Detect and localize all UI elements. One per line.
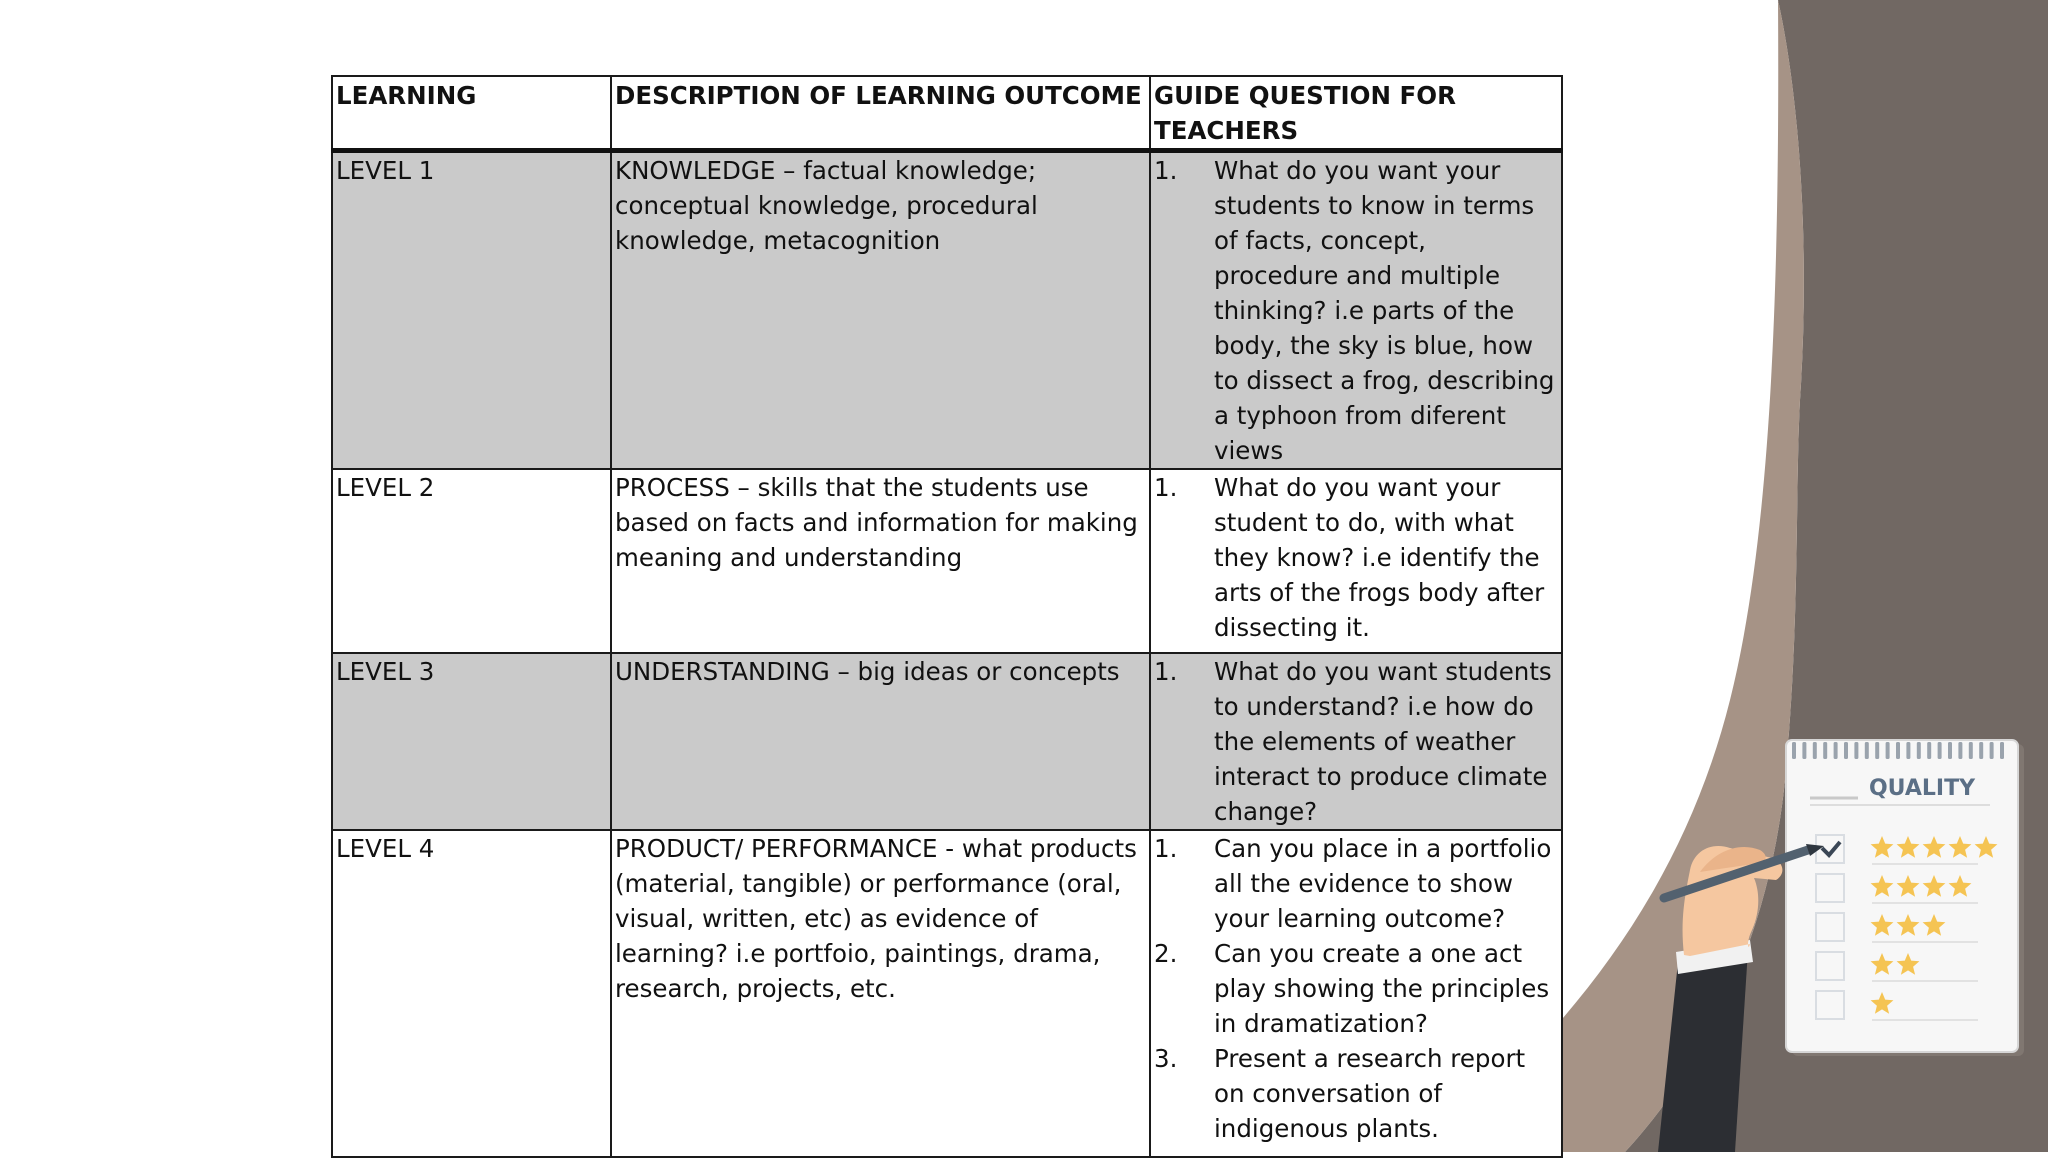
question-number: 3. (1154, 1044, 1178, 1073)
question-text: What do you want your students to know in terms of facts, concept, procedure and multiple thinking? i.e parts of the body, the sky is blue, how to dissect a frog, describing a typhoon from diferent views (1214, 156, 1555, 465)
notepad-title: QUALITY (1868, 776, 1976, 801)
description-cell: PROCESS – skills that the students use based on facts and information for making meaning and understanding (611, 469, 1150, 653)
spiral-ring (1792, 742, 1796, 759)
question-text: Can you place in a portfolio all the evidence to show your learning outcome? (1214, 834, 1552, 933)
level-cell: LEVEL 2 (332, 469, 611, 653)
spiral-ring (1927, 742, 1931, 759)
question-number: 1. (1154, 473, 1178, 502)
spiral-ring (1969, 742, 1973, 759)
question-number: 1. (1154, 657, 1178, 686)
description-cell: UNDERSTANDING – big ideas or concepts (611, 653, 1150, 830)
spiral-ring (1938, 742, 1942, 759)
description-cell: PRODUCT/ PERFORMANCE - what products (material, tangible) or performance (oral, visual, written, etc) as evidence of learning? i.e portfoio, paintings, drama, research, projects, etc. (611, 830, 1150, 1157)
spiral-ring (1823, 742, 1827, 759)
suit-sleeve (1658, 950, 1748, 1152)
spiral-ring (1948, 742, 1952, 759)
level-cell: LEVEL 3 (332, 653, 611, 830)
level-cell: LEVEL 1 (332, 151, 611, 470)
level-cell: LEVEL 4 (332, 830, 611, 1157)
spiral-ring (1875, 742, 1879, 759)
description-cell: KNOWLEDGE – factual knowledge; conceptual knowledge, procedural knowledge, metacognition (611, 151, 1150, 470)
question-text: Can you create a one act play showing the principles in dramatization? (1214, 939, 1550, 1038)
spiral-ring (1979, 742, 1983, 759)
question-number: 1. (1154, 156, 1178, 185)
question-text: What do you want your student to do, with what they know? i.e identify the arts of the frogs body after dissecting it. (1214, 473, 1545, 642)
header-description: DESCRIPTION OF LEARNING OUTCOME (611, 76, 1150, 151)
question-text: Present a research report on conversation of indigenous plants. (1214, 1044, 1526, 1143)
spiral-ring (1813, 742, 1817, 759)
question-number: 1. (1154, 834, 1178, 863)
spiral-ring (1802, 742, 1806, 759)
spiral-ring (1854, 742, 1858, 759)
spiral-ring (1834, 742, 1838, 759)
spiral-ring (1886, 742, 1890, 759)
spiral-ring (1896, 742, 1900, 759)
spiral-ring (1958, 742, 1962, 759)
spiral-ring (1865, 742, 1869, 759)
spiral-ring (1844, 742, 1848, 759)
header-learning: LEARNING (332, 76, 611, 151)
header-guide-question: GUIDE QUESTION FOR TEACHERS (1150, 76, 1562, 151)
question-text: What do you want students to understand? i.e how do the elements of weather interact to produce climate change? (1214, 657, 1552, 826)
question-number: 2. (1154, 939, 1178, 968)
spiral-rings-icon (1792, 742, 2004, 759)
spiral-ring (2000, 742, 2004, 759)
spiral-ring (1906, 742, 1910, 759)
spiral-ring (1917, 742, 1921, 759)
spiral-ring (1990, 742, 1994, 759)
